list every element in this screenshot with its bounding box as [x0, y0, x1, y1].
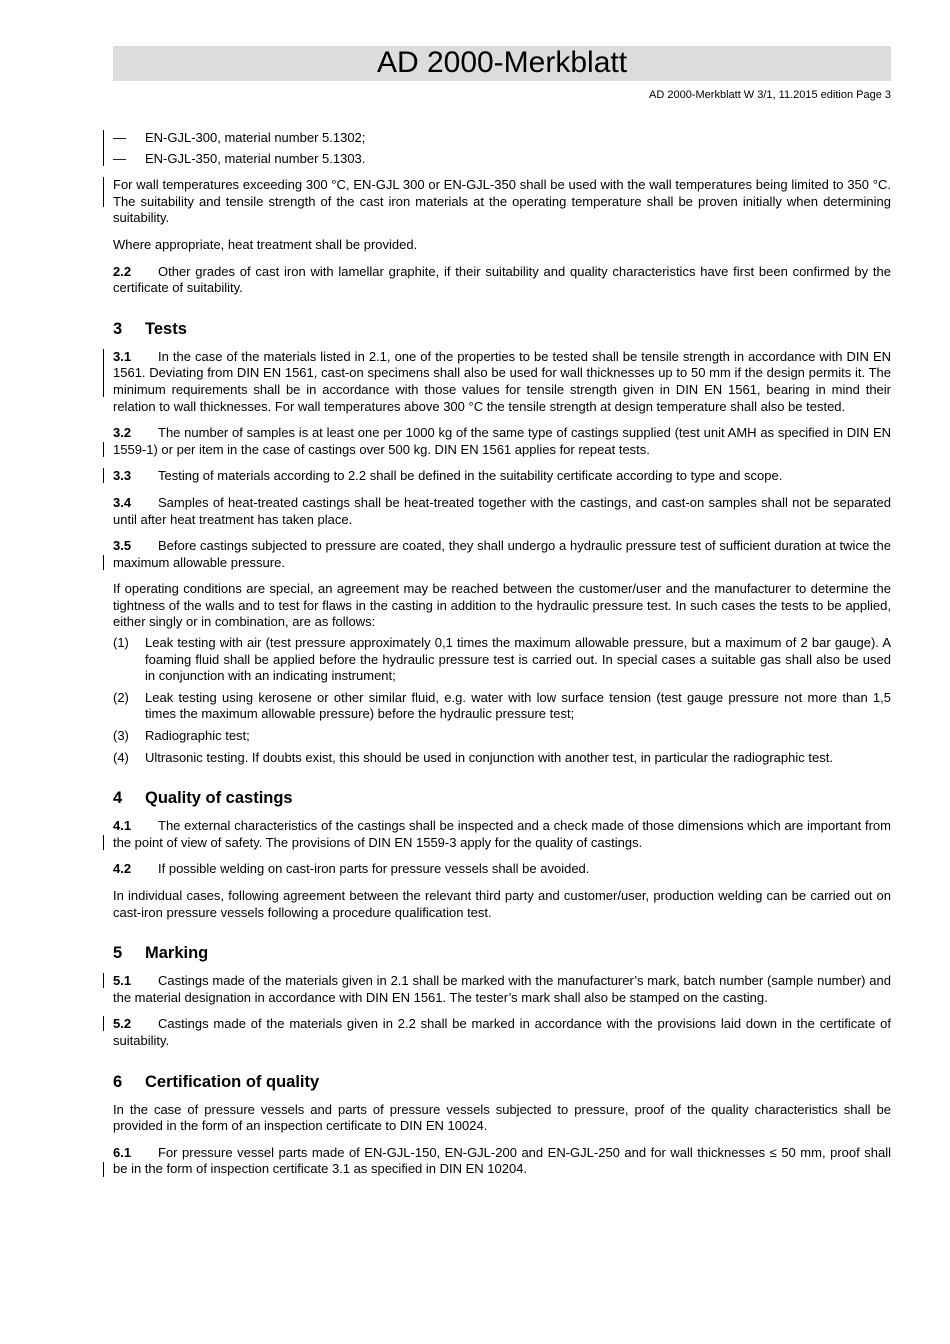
clause-2-2 — [113, 264, 891, 297]
section-heading-certification — [113, 1072, 891, 1092]
paragraph-individual-cases: In individual cases, following agreement between the relevant third party and customer/user, production welding can be carried out on cast-iron pressure vessels following a procedure qualification test. — [113, 888, 891, 920]
material-list — [113, 130, 891, 167]
clause-text: Castings made of the materials given in 2.1 shall be marked with the manufacturer’s mark, batch number (sample number) and the material designation in accordance with DIN EN 1561. The tester’s mark shall also be stamped on the casting. — [113, 973, 891, 1005]
paragraph-special-conditions: If operating conditions are special, an agreement may be reached between the customer/user and the manufacturer to determine the tightness of the walls and to test for flaws in the casting in addition to the hydraulic pressure test. In such cases the tests to be applied, either singly or in combination, are as follows: — [113, 581, 891, 630]
clause-3-1 — [113, 349, 891, 415]
clause-text: Before castings subjected to pressure are coated, they shall undergo a hydraulic pressure test of sufficient duration at twice the maximum allowable pressure. — [113, 538, 891, 570]
list-item-number: (4) — [113, 749, 129, 765]
change-bar — [103, 1016, 104, 1031]
clause-number: 3.4 — [113, 494, 132, 510]
section-title: Certification of quality — [145, 1072, 320, 1091]
clause-text: Other grades of cast iron with lamellar graphite, if their suitability and quality characteristics have first been confirmed by the certificate of suitability. — [113, 263, 891, 296]
list-item-text: Leak testing with air (test pressure approximately 0,1 times the maximum allowable pressure, but a maximum of 2 bar gauge). A foaming fluid shall be applied before the hydraulic pressure test is carried out. In special cases a suitable gas shall also be used in conjunction with an indicating instrument; — [145, 635, 891, 684]
change-bar — [103, 468, 104, 483]
paragraph-wall-temperature — [113, 177, 891, 227]
clause-5-2 — [113, 1016, 891, 1049]
change-bar — [103, 442, 104, 457]
dash-bullet: — — [113, 150, 126, 166]
clause-text: In the case of the materials listed in 2.1, one of the properties to be tested shall be tensile strength in accordance with DIN EN 1561. Deviating from DIN EN 1561, cast-on specimens shall also be used for wall thicknesses up to 50 mm if the design permits it. The minimum requirements shall be in accordance with those values for tensile strength given in DIN EN 1561, bearing in mind their relation to wall thicknesses. For wall temperatures above 300 °C the tensile strength at design temperature shall also be tested. — [113, 348, 891, 414]
section-heading-quality-of-castings — [113, 788, 891, 808]
paragraph-certification: In the case of pressure vessels and parts of pressure vessels subjected to pressure, proof of the quality characteristics shall be provided in the form of an inspection certificate to DIN EN 10024. — [113, 1101, 891, 1134]
clause-text: The external characteristics of the castings shall be inspected and a check made of those dimensions which are important from the point of view of safety. The provisions of DIN EN 1559-3 apply for the quality of castings. — [113, 818, 891, 850]
clause-number: 3.3 — [113, 468, 132, 484]
tests-list — [113, 635, 891, 766]
paragraph-text: For wall temperatures exceeding 300 °C, EN-GJL 300 or EN-GJL-350 shall be used with the wall temperatures being limited to 350 °C. The suitability and tensile strength of the cast iron materials at the operating temperature shall be proven initially when determining suitability. — [113, 177, 891, 226]
paragraph-heat-treatment: Where appropriate, heat treatment shall be provided. — [113, 236, 418, 252]
clause-3-4 — [113, 495, 891, 528]
clause-text: If possible welding on cast-iron parts for pressure vessels shall be avoided. — [158, 861, 590, 877]
clause-number: 5.2 — [113, 1016, 132, 1032]
list-item-text: Ultrasonic testing. If doubts exist, this should be used in conjunction with another test, in particular the radiographic test. — [145, 749, 833, 765]
section-number: 6 — [113, 1072, 123, 1091]
section-number: 4 — [113, 789, 123, 808]
clause-number: 3.5 — [113, 538, 132, 554]
clause-number: 4.1 — [113, 818, 132, 834]
change-bar — [103, 177, 104, 207]
section-number: 5 — [113, 944, 123, 963]
list-item-number: (1) — [113, 635, 129, 651]
section-number: 3 — [113, 319, 123, 338]
clause-6-1 — [113, 1145, 891, 1178]
list-item — [113, 750, 891, 767]
change-bar — [103, 1162, 104, 1177]
list-item — [113, 690, 891, 723]
document-title: AD 2000-Merkblatt — [376, 46, 628, 79]
clause-number: 6.1 — [113, 1144, 132, 1160]
list-item-number: (2) — [113, 689, 129, 705]
list-item — [113, 728, 891, 745]
clause-3-2 — [113, 425, 891, 458]
clause-3-5 — [113, 538, 891, 571]
change-bar — [103, 973, 104, 988]
clause-number: 2.2 — [113, 263, 132, 279]
list-item-text: Radiographic test; — [145, 728, 250, 744]
change-bar — [103, 130, 104, 166]
clause-text: The number of samples is at least one per 1000 kg of the same type of castings supplied (test unit AMH as specified in DIN EN 1559-1) or per item in the case of castings over 500 kg. DIN EN 1561 applies for repeat tests. — [113, 425, 891, 457]
change-bar — [103, 349, 104, 397]
clause-number: 5.1 — [113, 973, 132, 989]
clause-number: 3.1 — [113, 348, 132, 364]
list-item-text: Leak testing using kerosene or other similar fluid, e.g. water with low surface tension (test gauge pressure not more than 1,5 times the maximum allowable pressure) before the hydraulic pressure test; — [145, 689, 891, 722]
clause-text: For pressure vessel parts made of EN-GJL-150, EN-GJL-200 and EN-GJL-250 and for wall thicknesses ≤ 50 mm, proof shall be in the form of inspection certificate 3.1 as specified in DIN EN 10204. — [113, 1144, 891, 1177]
change-bar — [103, 555, 104, 570]
clause-4-1 — [113, 818, 891, 851]
clause-4-2 — [113, 861, 891, 878]
change-bar — [103, 835, 104, 850]
list-item-text: EN-GJL-350, material number 5.1303. — [145, 150, 366, 166]
dash-bullet: — — [113, 130, 126, 145]
clause-number: 3.2 — [113, 425, 132, 441]
list-item — [113, 635, 891, 685]
list-item — [113, 151, 891, 168]
list-item-number: (3) — [113, 728, 129, 744]
document-body — [113, 130, 891, 1188]
section-heading-tests — [113, 319, 891, 339]
clause-3-3 — [113, 468, 891, 485]
list-item — [113, 130, 891, 147]
list-item-text: EN-GJL-300, material number 5.1302; — [145, 130, 366, 145]
clause-text: Castings made of the materials given in 2.2 shall be marked in accordance with the provisions laid down in the certificate of suitability. — [113, 1016, 891, 1048]
clause-number: 4.2 — [113, 861, 132, 877]
clause-text: Testing of materials according to 2.2 shall be defined in the suitability certificate according to type and scope. — [158, 468, 783, 484]
section-heading-marking — [113, 943, 891, 963]
section-title: Quality of castings — [145, 789, 293, 808]
clause-5-1 — [113, 973, 891, 1006]
section-title: Marking — [145, 944, 209, 963]
clause-text: Samples of heat-treated castings shall be heat-treated together with the castings, and cast-on samples shall not be separated until after heat treatment has taken place. — [113, 494, 891, 527]
section-title: Tests — [145, 319, 187, 338]
document-edition-page: AD 2000-Merkblatt W 3/1, 11.2015 edition Page 3 — [649, 89, 891, 101]
